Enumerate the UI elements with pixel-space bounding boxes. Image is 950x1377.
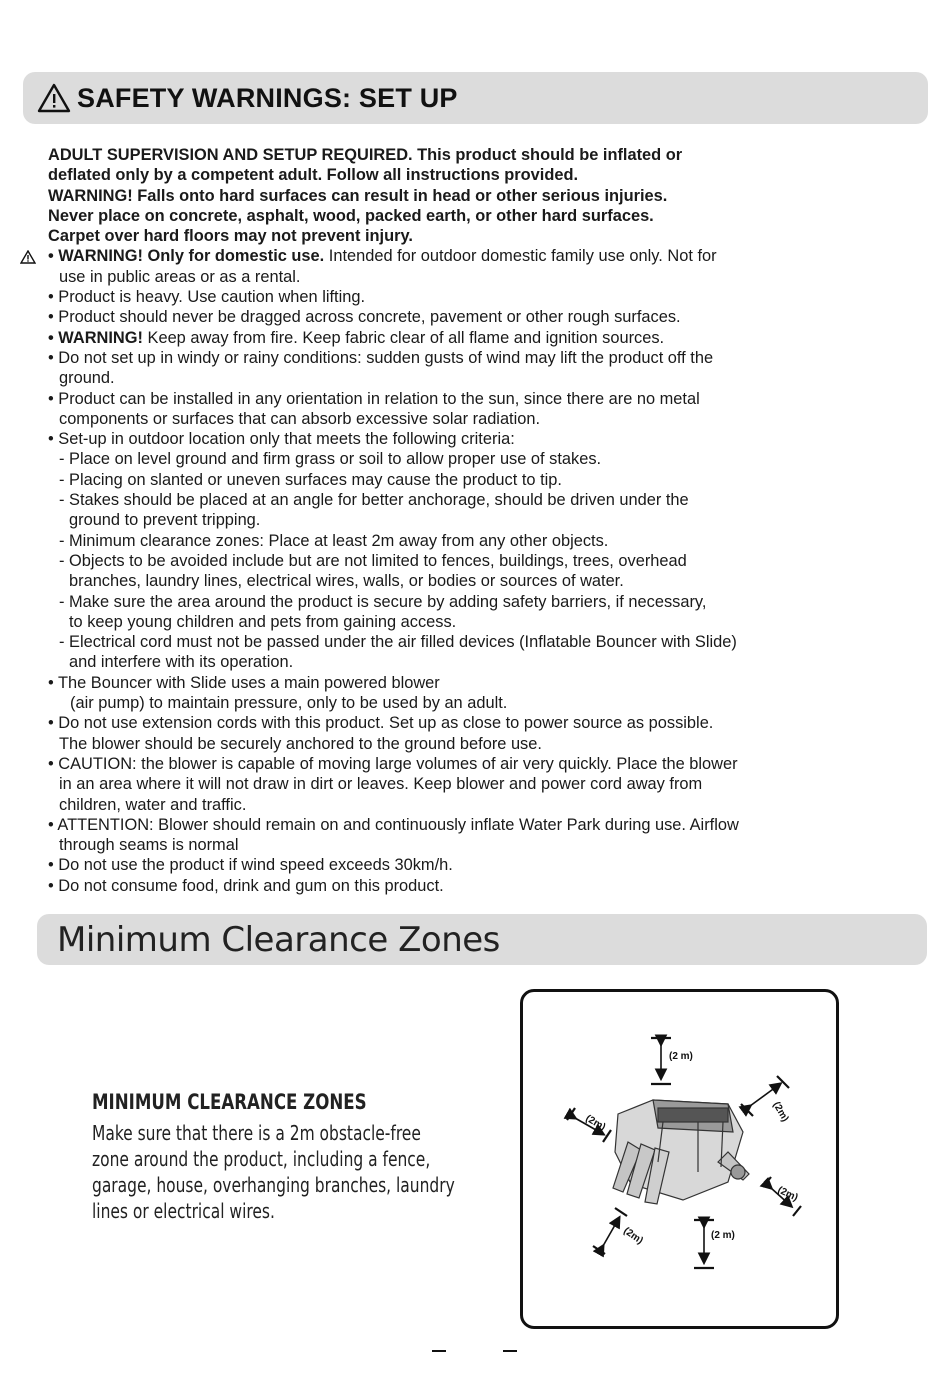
bullet-heavy: • Product is heavy. Use caution when lifting. — [48, 288, 366, 307]
bullet-continuation: in an area where it will not draw in dirt or leaves. Keep blower and power cord away from — [59, 775, 703, 794]
bullet-bold-lead: • WARNING! Only for domestic use. — [48, 247, 325, 266]
intro-line: WARNING! Falls onto hard surfaces can result in head or other serious injuries. — [48, 186, 668, 205]
bullet-caution: • CAUTION: the blower is capable of moving large volumes of air very quickly. Place the blower — [48, 754, 738, 773]
clearance-label: (2m) — [775, 1184, 800, 1204]
bullet-orientation: • Product can be installed in any orientation in relation to the sun, since there are no metal — [48, 389, 700, 408]
clearance-label: (2m) — [770, 1100, 791, 1124]
bullet-bold-lead: • WARNING! — [48, 328, 143, 347]
clearance-zones-line: Make sure that there is a 2m obstacle-free — [92, 1121, 421, 1145]
clearance-arrow-left — [567, 1108, 611, 1142]
minimum-clearance-title: Minimum Clearance Zones — [57, 919, 500, 960]
bullet-text: Keep away from fire. Keep fabric clear of all flame and ignition sources. — [142, 328, 665, 347]
bullet-blower: • The Bouncer with Slide uses a main powered blower — [48, 673, 440, 692]
clearance-diagram-svg — [523, 992, 836, 1326]
minimum-clearance-banner — [37, 914, 927, 965]
safety-warnings-title: SAFETY WARNINGS: SET UP — [77, 82, 458, 113]
sub-item: - Objects to be avoided include but are not limited to fences, buildings, trees, overhead — [59, 551, 687, 570]
page-number-dash — [432, 1350, 446, 1352]
bullet-continuation: (air pump) to maintain pressure, only to be used by an adult. — [70, 694, 508, 713]
bullet-fire — [48, 328, 908, 348]
bullet-setup-location: • Set-up in outdoor location only that meets the following criteria: — [48, 430, 515, 449]
bullet-continuation: use in public areas or as a rental. — [59, 267, 301, 286]
bullet-continuation: ground. — [59, 369, 115, 388]
bullet-continuation: children, water and traffic. — [59, 795, 247, 814]
bullet-wind-speed: • Do not use the product if wind speed exceeds 30km/h. — [48, 856, 453, 875]
clearance-label: (2 m) — [711, 1230, 735, 1241]
bullet-text: Intended for outdoor domestic family use only. Not for — [324, 247, 717, 266]
clearance-label: (2m) — [621, 1225, 645, 1247]
bullet-food: • Do not consume food, drink and gum on this product. — [48, 876, 444, 895]
sub-item-continuation: ground to prevent tripping. — [69, 511, 261, 530]
clearance-arrow-upper-right — [741, 1076, 790, 1124]
intro-line: Never place on concrete, asphalt, wood, packed earth, or other hard surfaces. — [48, 206, 654, 225]
bullet-continuation: The blower should be securely anchored to the ground before use. — [59, 734, 542, 753]
clearance-zones-text — [92, 1090, 502, 1224]
sub-item-continuation: to keep young children and pets from gaining access. — [69, 612, 457, 631]
intro-line: Carpet over hard floors may not prevent injury. — [48, 227, 413, 246]
bullet-dragged: • Product should never be dragged across concrete, pavement or other rough surfaces. — [48, 308, 681, 327]
clearance-diagram — [520, 989, 839, 1329]
safety-warnings-banner — [23, 72, 928, 124]
bullet-windy: • Do not set up in windy or rainy conditions: sudden gusts of wind may lift the product off the — [48, 348, 714, 367]
warning-triangle-icon — [37, 83, 71, 113]
warning-triangle-icon — [20, 250, 36, 264]
clearance-zones-heading: MINIMUM CLEARANCE ZONES — [92, 1090, 367, 1114]
bullet-continuation: components or surfaces that can absorb excessive solar radiation. — [59, 409, 541, 428]
clearance-label: (2 m) — [669, 1051, 693, 1062]
clearance-arrow-bottom — [694, 1220, 735, 1268]
clearance-zones-line: zone around the product, including a fence, — [92, 1147, 431, 1171]
sub-item: - Electrical cord must not be passed under the air filled devices (Inflatable Bouncer with Slide) — [59, 633, 737, 652]
bullet-continuation: through seams is normal — [59, 836, 239, 855]
clearance-arrow-top — [651, 1038, 693, 1084]
intro-line: deflated only by a competent adult. Follow all instructions provided. — [48, 166, 579, 185]
bullet-attention: • ATTENTION: Blower should remain on and continuously inflate Water Park during use. Airflow — [48, 815, 739, 834]
clearance-label: (2m) — [583, 1113, 608, 1134]
clearance-arrow-right — [763, 1177, 801, 1216]
sub-item: - Make sure the area around the product is secure by adding safety barriers, if necessary, — [59, 592, 707, 611]
sub-item-continuation: and interfere with its operation. — [69, 653, 294, 672]
sub-item-continuation: branches, laundry lines, electrical wires, walls, or bodies or sources of water. — [69, 572, 624, 591]
sub-item: - Placing on slanted or uneven surfaces may cause the product to tip. — [59, 470, 562, 489]
sub-item: - Minimum clearance zones: Place at least 2m away from any other objects. — [59, 531, 609, 550]
bullet-domestic-use — [48, 246, 908, 266]
clearance-zones-line: lines or electrical wires. — [92, 1199, 275, 1223]
clearance-zones-line: garage, house, overhanging branches, laundry — [92, 1173, 455, 1197]
page-number-dash — [503, 1350, 517, 1352]
clearance-arrow-lower-left — [593, 1208, 645, 1254]
sub-item: - Place on level ground and firm grass or soil to allow proper use of stakes. — [59, 450, 602, 469]
bouncer-slide-illustration — [613, 1100, 749, 1204]
intro-line: ADULT SUPERVISION AND SETUP REQUIRED. This product should be inflated or — [48, 146, 683, 164]
sub-item: - Stakes should be placed at an angle for better anchorage, should be driven under the — [59, 491, 689, 510]
bullet-extension-cords: • Do not use extension cords with this product. Set up as close to power source as possible. — [48, 714, 714, 733]
safety-warnings-body — [48, 145, 908, 896]
